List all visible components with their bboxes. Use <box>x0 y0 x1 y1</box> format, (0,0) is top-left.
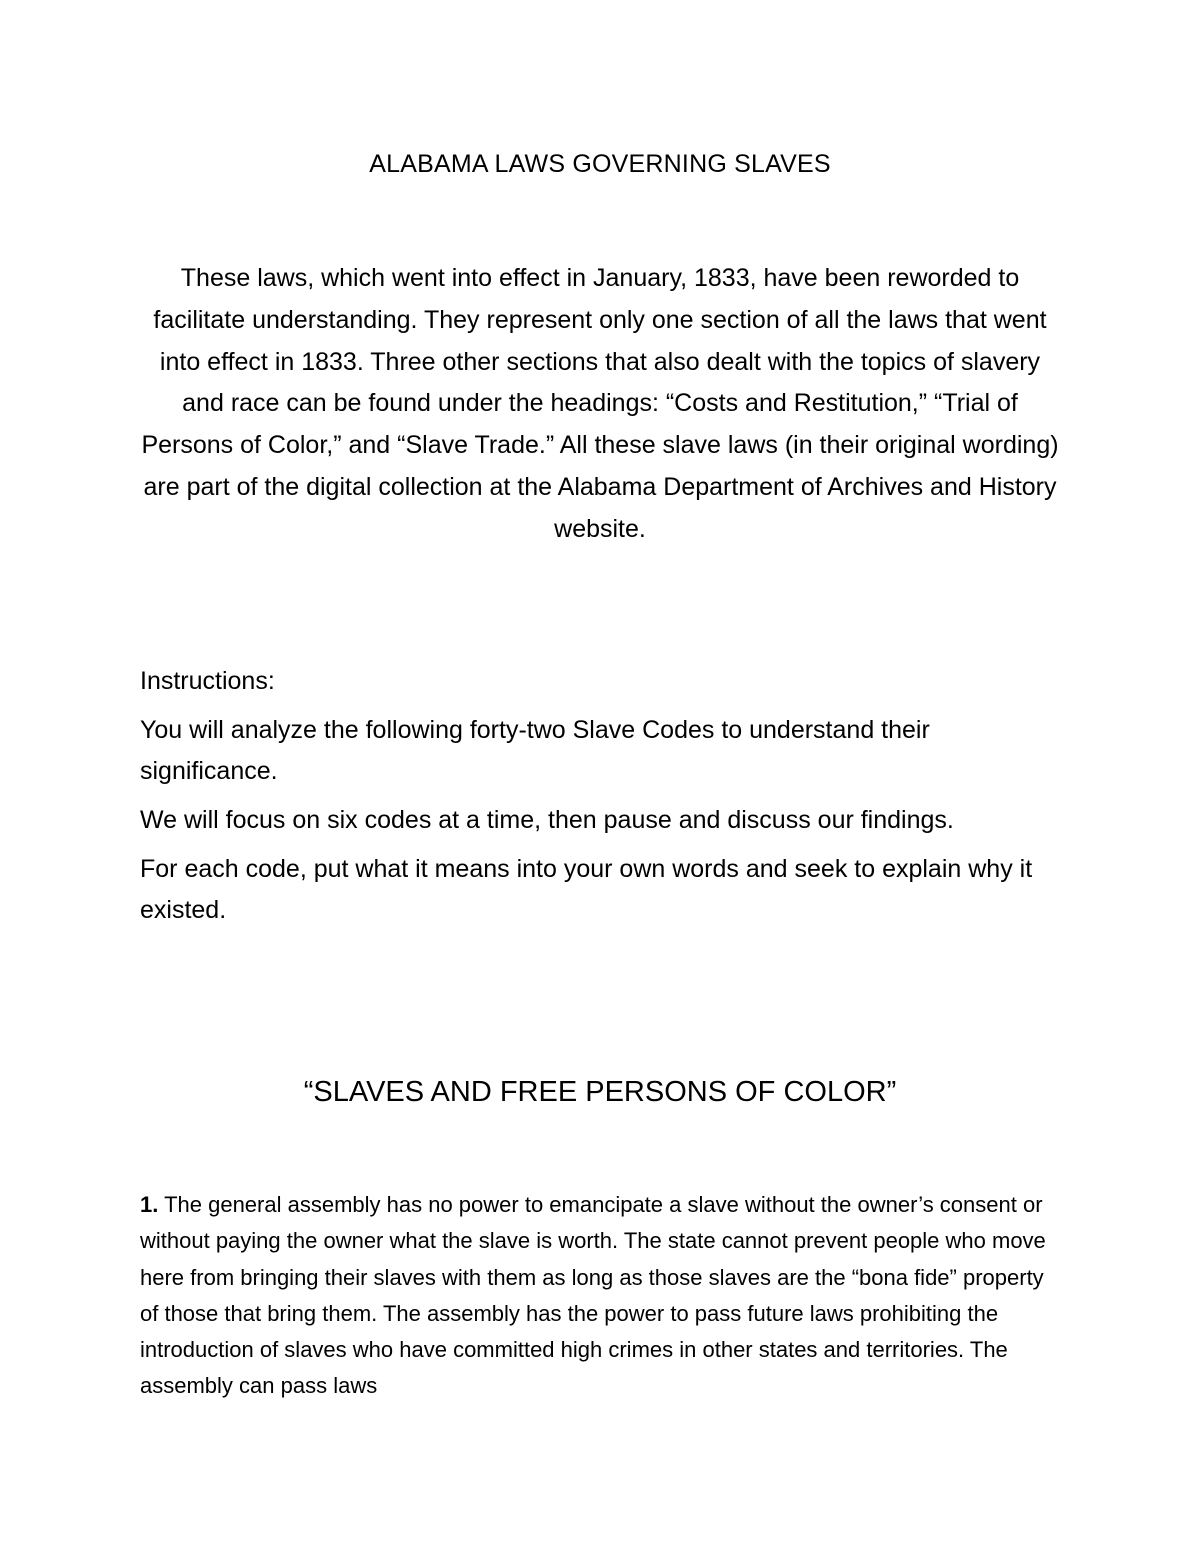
code-number: 1. <box>140 1192 159 1217</box>
code-item <box>140 1187 1060 1405</box>
instruction-item: For each code, put what it means into your own words and seek to explain why it existed. <box>140 855 1033 924</box>
instructions-heading: Instructions: <box>140 667 275 695</box>
section-heading: “SLAVES AND FREE PERSONS OF COLOR” <box>303 1076 897 1108</box>
intro-paragraph: These laws, which went into effect in January, 1833, have been reworded to facilitate understanding. They represent only one section of all the laws that went into effect in 1833. Three other sections that also dealt with the topics of slavery and race can be found under the headings: “Costs and Restitution,” “Trial of Persons of Color,” and “Slave Trade.” All these slave laws (in their original wording) are part of the digital collection at the Alabama Department of Archives and History website. <box>141 264 1059 543</box>
code-text: The general assembly has no power to emancipate a slave without the owner’s consent or without paying the owner what the slave is worth. The state cannot prevent people who move here from bringing their slaves with them as long as those slaves are the “bona fide” property of those that bring them. The assembly has the power to pass future laws prohibiting the introduction of slaves who have committed high crimes in other states and territories. The assembly can pass laws <box>140 1192 1046 1399</box>
document-title: ALABAMA LAWS GOVERNING SLAVES <box>369 150 831 178</box>
instruction-item: You will analyze the following forty-two Slave Codes to understand their significance. <box>140 716 930 785</box>
instructions-section <box>140 661 1060 939</box>
instruction-item: We will focus on six codes at a time, then pause and discuss our findings. <box>140 806 954 834</box>
